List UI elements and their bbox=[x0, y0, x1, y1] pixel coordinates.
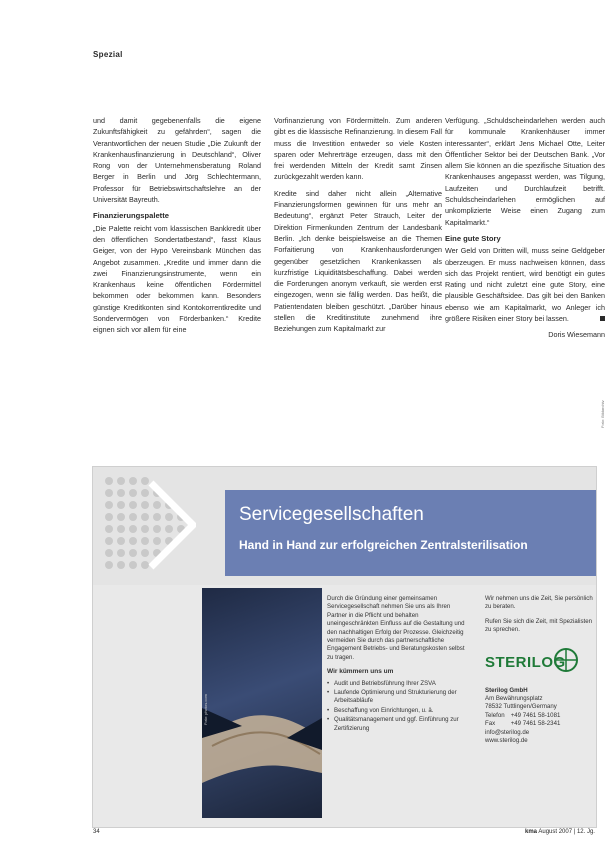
article-column-2 bbox=[274, 115, 442, 340]
fax-number: +49 7461 58-2341 bbox=[510, 720, 561, 728]
paragraph: Verfügung. „Schuldscheindarlehen werden auch für kommunale Krankenhäuser immer interessanter“, erklärt Jens Michael Otte, Leiter Öffentlicher Sektor bei der Deutschen Bank. „Vor allem Sie können an die spezifische Situation des Krankenhauses angepasst werden, was Tilgung, Laufzeiten und Durchlaufzeit betrifft. Schuldscheindarlehen ermöglichen auf unkomplizierte Weise einen Zugang zum Kapitalmarkt.“ bbox=[445, 116, 605, 227]
paragraph: und damit gegebenenfalls die eigene Zukunftsfähigkeit zu gefährden“, sagen die Verantwortlichen der neuen Studie „Die Zukunft der Krankenhausfinanzierung in Deutschland“, Oliver Rong von der Unternehmensberatung Roland Berger in Berlin und Jörg Schlechtermann, Professor für Betriebswirtschaftslehre an der Universität Bayreuth. bbox=[93, 116, 261, 205]
ad-right-text: Rufen Sie sich die Zeit, mit Spezialisten zu sprechen. bbox=[485, 617, 593, 634]
advertisement bbox=[92, 466, 597, 828]
section-label: Spezial bbox=[93, 50, 123, 59]
sterilog-logo-icon bbox=[553, 647, 579, 673]
fax-row bbox=[485, 720, 593, 728]
ad-headline-box bbox=[225, 490, 596, 576]
sterilog-logo bbox=[485, 645, 593, 681]
ad-body-text bbox=[327, 595, 469, 734]
author-name: Doris Wiesemann bbox=[548, 330, 605, 340]
phone-row bbox=[485, 712, 593, 720]
handshake-photo bbox=[202, 588, 322, 818]
side-photo-credit: Foto: Bildarchiv bbox=[600, 400, 605, 428]
company-name: Sterilog GmbH bbox=[485, 686, 528, 694]
ad-right-text: Wir nehmen uns die Zeit, Sie persönlich zu beraten. bbox=[485, 595, 593, 611]
contact-block bbox=[485, 687, 593, 746]
article-column-1 bbox=[93, 115, 261, 341]
article-column-3 bbox=[445, 115, 605, 341]
footer-info bbox=[525, 829, 595, 835]
issue-info: August 2007 | 12. Jg. bbox=[538, 829, 595, 835]
city: 78532 Tuttlingen/Germany bbox=[485, 703, 557, 711]
list-item: • Audit und Betriebsführung Ihrer ZSVA bbox=[327, 680, 469, 688]
paragraph: „Die Palette reicht vom klassischen Bankkredit über den öffentlichen Sondertatbestand“, fasst Klaus Geiger, von der Hypo Vereinsbank München das Angebot zusammen. „Kredite und immer dann die zwei Finanzierungsinstrumente, wenn ein Krankenhaus keine öffentlichen Fördermittel bekommen oder bekommen kann. Besonders günstige Kreditkonten sind Kontokorrentkredite und Sondervermögen von Förderbanken.“ Kredite eignen sich vor allem für eine bbox=[93, 223, 261, 335]
street: Am Bewährungsplatz bbox=[485, 695, 543, 703]
ad-intro: Durch die Gründung einer gemeinsamen Servicegesellschaft nehmen Sie uns als Ihren Partner in die Pflicht und behalten uneingeschränkten Einfluss auf die Gestaltung und den nachhaltigen Erfolg der Prozesse. Gleichzeitig vermeiden Sie durch das partnerschaftliche Engagement Betriebs- und Beratungskosten selbst zu tragen. bbox=[327, 595, 465, 661]
paragraph: Vorfinanzierung von Fördermitteln. Zum anderen gibt es die klassische Refinanzierung. In diesem Fall muss die Investition entweder so viele Kosten sparen oder Mehrerträge erzeugen, dass mit den frei werdenden Mitteln der Kredit samt Zinsen zurückgezahlt werden kann. bbox=[274, 116, 442, 182]
list-item: • Laufende Optimierung und Strukturierung der Arbeitsabläufe bbox=[327, 689, 469, 706]
fax-label: Fax bbox=[485, 720, 496, 728]
phone-label: Telefon bbox=[485, 711, 505, 719]
ad-service-list bbox=[327, 680, 469, 733]
photo-credit: Foto: photos.com bbox=[203, 694, 208, 725]
ad-contact-column bbox=[485, 595, 593, 745]
ad-banner bbox=[93, 467, 596, 585]
phone-number: +49 7461 58-1081 bbox=[510, 711, 561, 719]
magazine-name: kma bbox=[525, 829, 538, 835]
email-link[interactable]: info@sterilog.de bbox=[485, 728, 530, 736]
paragraph bbox=[445, 245, 605, 324]
list-item: • Beschaffung von Einrichtungen, u. ä. bbox=[327, 707, 469, 715]
subheading: Eine gute Story bbox=[445, 233, 501, 243]
list-item: • Qualitätsmanagement und ggf. Einführung zur Zertifizierung bbox=[327, 716, 469, 733]
paragraph: Kredite sind daher nicht allein „Alternative Finanzierungsformen gewinnen für uns mehr an Bedeutung“, ergänzt Peter Strauch, Leiter der Direktion Firmenkunden Zentrum der Landesbank Berlin. „Ich denke beispielsweise an die Themen Forfaitierung von Krankenhausforderungen gegenüber gesetzlichen Krankenkassen als kurzfristige Liquiditätsbeschaffung. Dabei werden die Forderungen anonym verkauft, sie werden erst eingezogen, wenn sie fällig werden. Das heißt, die Patientendaten bleiben geschützt. „Darüber hinaus stellen die Kreditinstitute zunehmend ihre Beziehungen zum Kapitalmarkt zur bbox=[274, 188, 442, 334]
page-number: 34 bbox=[93, 829, 100, 835]
ad-title: Servicegesellschaften bbox=[239, 504, 424, 525]
ad-subtitle: Hand in Hand zur erfolgreichen Zentralsterilisation bbox=[239, 538, 528, 552]
chevron-pattern-icon bbox=[101, 473, 196, 577]
end-mark-icon bbox=[600, 316, 605, 321]
handshake-icon bbox=[202, 588, 322, 818]
website-link[interactable]: www.sterilog.de bbox=[485, 737, 528, 745]
subheading: Finanzierungspalette bbox=[93, 211, 169, 221]
paragraph-text: Wer Geld von Dritten will, muss seine Geldgeber überzeugen. Er muss nachweisen können, dass sich das Projekt rentiert, wird benötigt ein gutes Rating und nicht zuletzt eine gute Story, eine plausible Geschäftsidee. Das gilt bei den Banken ebenso wie am Kapitalmarkt, wo Anleger ich größere Risiken einer Story bei lassen. bbox=[445, 246, 605, 324]
logo-text: STERILOG bbox=[485, 653, 566, 671]
ad-list-heading: Wir kümmern uns um bbox=[327, 668, 394, 676]
